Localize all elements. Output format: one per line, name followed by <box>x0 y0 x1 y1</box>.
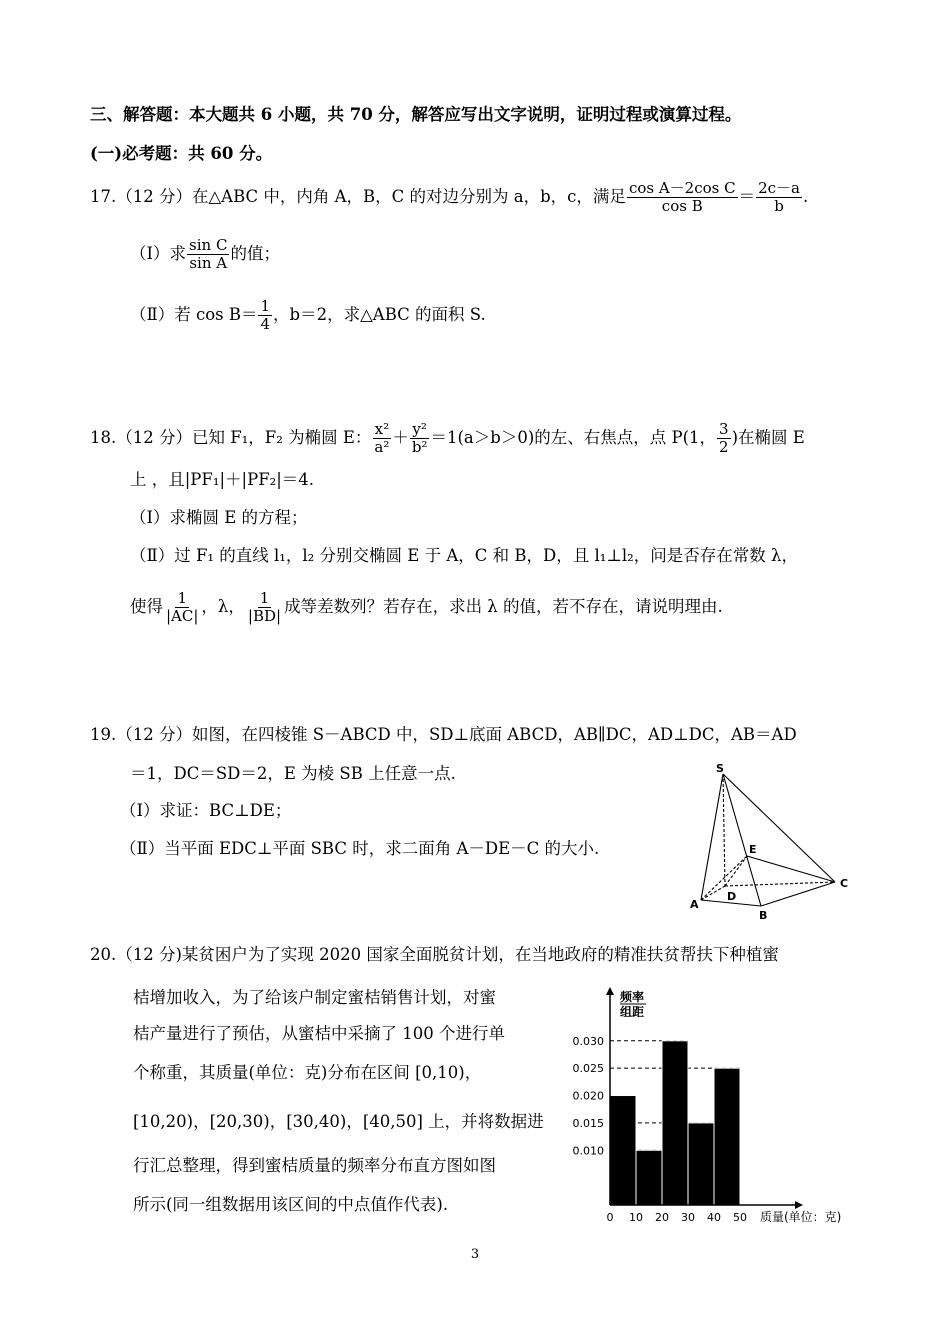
y-tick-label: 0.030 <box>572 1034 604 1048</box>
y-axis-arrow <box>606 987 614 995</box>
x-tick-label: 20 <box>655 1211 669 1224</box>
x-tick-label: 30 <box>681 1211 695 1224</box>
y-axis-label-denominator: 组距 <box>620 1005 645 1019</box>
y-tick-label: 0.015 <box>572 1116 604 1130</box>
q18-part2: （Ⅱ）过 F₁ 的直线 l₁，l₂ 分别交椭圆 E 于 A，C 和 B，D，且 l₁⊥l₂，问是否存在常数 λ， <box>130 546 798 565</box>
histogram-bar <box>714 1068 740 1205</box>
point-c-label: C <box>840 877 849 890</box>
q17-part2: （Ⅱ）若 cos B＝ $\frac{1}{4}$ ，b＝2，求△ABC 的面积 S. <box>130 297 486 333</box>
point-a-label: A <box>690 898 699 911</box>
q18-stem: 18.（12 分）已知 F₁，F₂ 为椭圆 E： $\frac{\text{x²}}{\text{a²}}$ ＋ $\frac{\text{y²}}{\text{b²}}$ ＝1(a＞b＞0)的左、右焦点，点 P(1， $\frac{3}{2}$ )在椭圆 E <box>90 420 805 456</box>
q18-part1: （Ⅰ）求椭圆 E 的方程； <box>130 508 308 527</box>
x-tick-label: 50 <box>733 1211 747 1224</box>
point-b-label: B <box>759 909 768 920</box>
x-tick-label: 10 <box>629 1211 643 1224</box>
x-tick-label: 0 <box>606 1211 614 1224</box>
q20-line4: 个称重，其质量(单位：克)分布在区间 [0,10)， <box>133 1063 482 1082</box>
x-axis-arrow <box>795 1201 803 1209</box>
q20-stem: 20.（12 分)某贫困户为了实现 2020 国家全面脱贫计划，在当地政府的精准扶贫帮扶下种植蜜 <box>90 945 779 964</box>
pyramid-figure <box>685 760 865 920</box>
y-tick-label: 0.010 <box>572 1144 604 1158</box>
histogram-bar <box>636 1150 662 1205</box>
q19-part2: （Ⅱ）当平面 EDC⊥平面 SBC 时，求二面角 A－DE－C 的大小. <box>120 839 600 858</box>
y-axis-label-numerator: 频率 <box>620 990 645 1004</box>
y-tick-label: 0.020 <box>572 1089 604 1103</box>
point-s-label: S <box>716 762 724 775</box>
q20-line5: [10,20)，[20,30)，[30,40)，[40,50] 上，并将数据进 <box>133 1112 544 1131</box>
q20-line3: 桔产量进行了预估，从蜜桔中采摘了 100 个进行单 <box>133 1024 505 1043</box>
histogram-bar <box>662 1041 688 1205</box>
x-tick-label: 40 <box>707 1211 721 1224</box>
q17-stem: 17.（12 分）在△ABC 中，内角 A，B，C 的对边分别为 a，b，c，满足 $\frac{\text{cos A－2cos C}}{\text{cos B}}$ ＝ $\frac{2c-a}{b}$ . <box>90 179 809 215</box>
point-e-label: E <box>749 843 757 856</box>
frequency-histogram <box>560 985 870 1230</box>
histogram-bar <box>688 1123 714 1205</box>
page-number: 3 <box>470 1247 480 1262</box>
required-subtitle: (一)必考题：共 60 分。 <box>90 144 273 163</box>
x-axis-label: 质量(单位：克) <box>760 1210 842 1224</box>
q18-stem-line2: 上 ，且|PF₁|＋|PF₂|＝4. <box>130 470 315 489</box>
q19-part1: （Ⅰ）求证：BC⊥DE； <box>120 801 292 820</box>
section-title: 三、解答题：本大题共 6 小题，共 70 分，解答应写出文字说明，证明过程或演算过程。 <box>90 105 742 124</box>
q20-line6: 行汇总整理，得到蜜桔质量的频率分布直方图如图 <box>133 1156 496 1175</box>
q20-line2: 桔增加收入，为了给该户制定蜜桔销售计划，对蜜 <box>133 988 496 1007</box>
q20-line7: 所示(同一组数据用该区间的中点值作代表). <box>133 1195 449 1214</box>
point-d-label: D <box>727 890 737 903</box>
histogram-bar <box>610 1096 636 1205</box>
q19-stem-line2: ＝1，DC＝SD＝2，E 为棱 SB 上任意一点. <box>130 764 456 783</box>
q18-part2-line2: 使得 $\frac{1}{|AC|}$ ，λ， $\frac{1}{|BD|}$ 成等差数列？若存在，求出 λ 的值，若不存在，请说明理由. <box>130 589 723 625</box>
y-tick-label: 0.025 <box>572 1062 604 1076</box>
q17-part1: （Ⅰ）求 $\frac{\text{sin C}}{\text{sin A}}$ 的值； <box>130 236 280 272</box>
q19-stem: 19.（12 分）如图，在四棱锥 S－ABCD 中，SD⊥底面 ABCD，AB∥DC，AD⊥DC，AB＝AD <box>90 725 797 744</box>
